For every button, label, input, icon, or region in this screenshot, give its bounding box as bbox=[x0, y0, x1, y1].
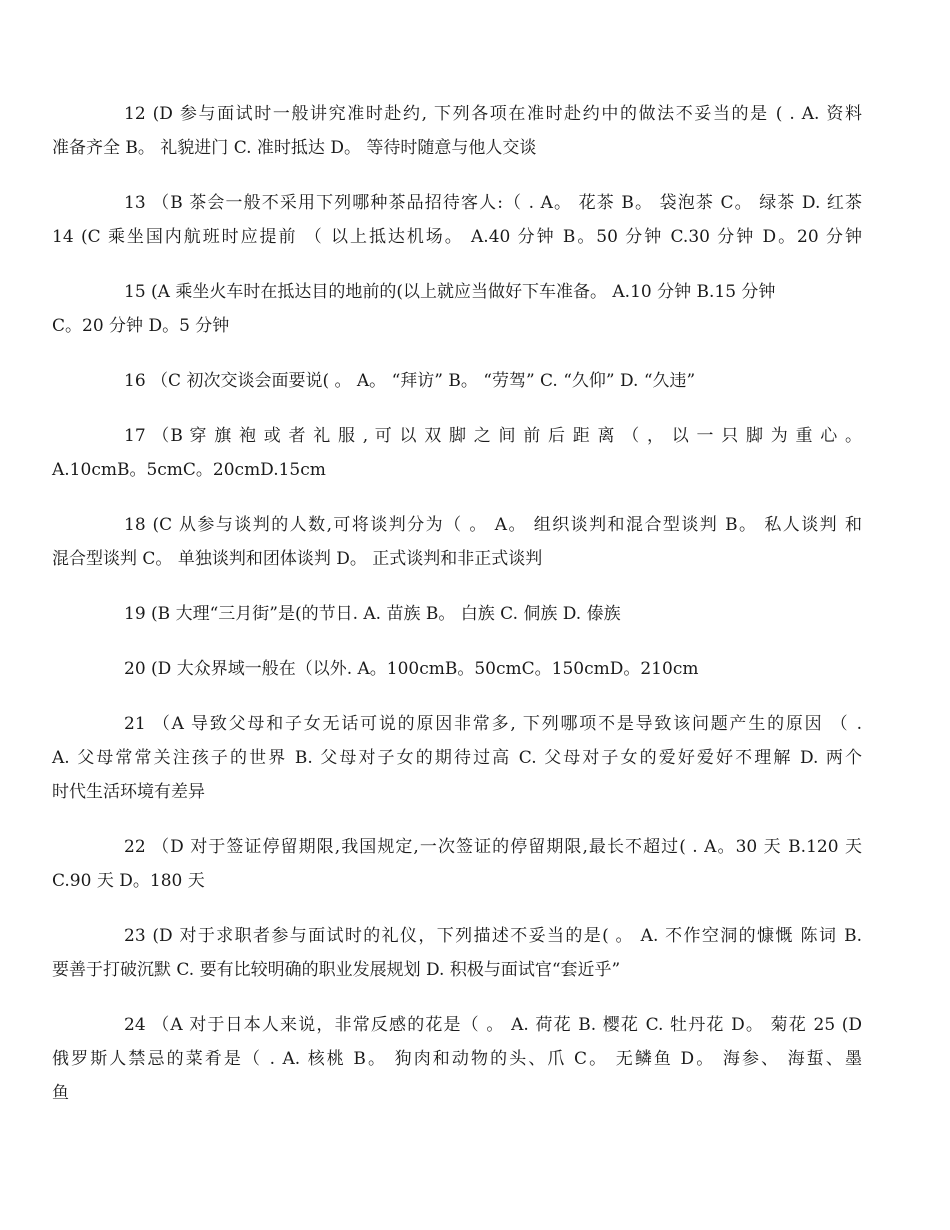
text-line: 准备齐全 B。 礼貌进门 C. 准时抵达 D。 等待时随意与他人交谈 bbox=[52, 138, 537, 158]
question-20 bbox=[88, 652, 862, 686]
question-16 bbox=[88, 364, 862, 398]
text-line: 时代生活环境有差异 bbox=[52, 782, 205, 802]
question-23 bbox=[52, 919, 862, 987]
text-line: 16 （C 初次交谈会面要说( 。 A。 “拜访” B。 “劳驾” C. “久仰” D. “久违” bbox=[124, 371, 696, 391]
text-line: 15 (A 乘坐火车时在抵达目的地前的(以上就应当做好下车准备。 A.10 分钟 B.15 分钟 bbox=[124, 282, 776, 302]
question-17 bbox=[52, 419, 862, 487]
text-line: 22 （D 对于签证停留期限,我国规定,一次签证的停留期限,最长不超过( . A。30 天 B.120 天 bbox=[124, 837, 862, 857]
text-line: 混合型谈判 C。 单独谈判和团体谈判 D。 正式谈判和非正式谈判 bbox=[52, 549, 543, 569]
question-21 bbox=[52, 707, 862, 809]
text-line: 19 (B 大理“三月街”是(的节日. A. 苗族 B。 白族 C. 侗族 D. 傣族 bbox=[124, 604, 621, 624]
text-line: 俄罗斯人禁忌的菜肴是（ . A. 核桃 B。 狗肉和动物的头、爪 C。 无鳞鱼 D。 海参、 海蜇、墨 bbox=[52, 1049, 862, 1069]
text-line: 12 (D 参与面试时一般讲究准时赴约, 下列各项在准时赴约中的做法不妥当的是 ( . A. 资料 bbox=[124, 104, 862, 124]
question-24-25 bbox=[52, 1008, 862, 1110]
text-line: 17 （B 穿 旗 袍 或 者 礼 服 , 可 以 双 脚 之 间 前 后 距 离 （ ， 以 一 只 脚 为 重 心 。 bbox=[124, 426, 862, 446]
text-line: 21 （A 导致父母和子女无话可说的原因非常多, 下列哪项不是导致该问题产生的原因 （ . bbox=[124, 714, 862, 734]
text-line: 13 （B 茶会一般不采用下列哪种茶品招待客人:（ . A。 花茶 B。 袋泡茶 C。 绿茶 D. 红茶 bbox=[124, 193, 862, 213]
text-line: C。20 分钟 D。5 分钟 bbox=[52, 316, 230, 336]
question-18 bbox=[52, 508, 862, 576]
text-line: A. 父母常常关注孩子的世界 B. 父母对子女的期待过高 C. 父母对子女的爱好爱好不理解 D. 两个 bbox=[52, 748, 862, 768]
text-line: 24 （A 对于日本人来说，非常反感的花是（ 。 A. 荷花 B. 樱花 C. 牡丹花 D。 菊花 25 (D bbox=[124, 1015, 862, 1035]
text-line: 14 (C 乘坐国内航班时应提前 （ 以上抵达机场。 A.40 分钟 B。50 分钟 C.30 分钟 D。20 分钟 bbox=[52, 227, 862, 247]
question-19 bbox=[88, 597, 862, 631]
text-line: 鱼 bbox=[52, 1083, 69, 1103]
text-line: C.90 天 D。180 天 bbox=[52, 871, 205, 891]
question-22 bbox=[52, 830, 862, 898]
text-line: 18 (C 从参与谈判的人数,可将谈判分为（ 。 A。 组织谈判和混合型谈判 B。 私人谈判 和 bbox=[124, 515, 862, 535]
question-15 bbox=[52, 275, 862, 343]
text-line: A.10cmB。5cmC。20cmD.15cm bbox=[52, 460, 326, 480]
question-13-14 bbox=[52, 186, 862, 254]
text-line: 要善于打破沉默 C. 要有比较明确的职业发展规划 D. 积极与面试官“套近乎” bbox=[52, 960, 621, 980]
text-line: 23 (D 对于求职者参与面试时的礼仪，下列描述不妥当的是( 。 A. 不作空洞的慷慨 陈词 B. bbox=[124, 926, 862, 946]
question-12 bbox=[52, 97, 862, 165]
text-line: 20 (D 大众界域一般在（以外. A。100cmB。50cmC。150cmD。210cm bbox=[124, 659, 699, 679]
